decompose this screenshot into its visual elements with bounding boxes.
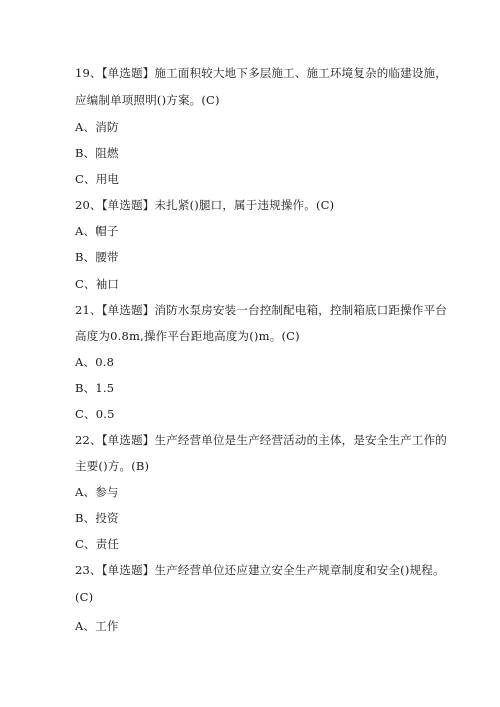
question-type-tag: 【单选题】 [101, 433, 155, 447]
question-type-tag: 【单选题】 [101, 303, 155, 317]
question-22-line-1 [75, 433, 447, 447]
question-number: 22、 [75, 433, 102, 447]
option-b: B、投资 [75, 511, 119, 525]
question-number: 23、 [75, 563, 102, 577]
option-a: A、参与 [75, 485, 119, 499]
question-type-tag: 【单选题】 [101, 66, 155, 80]
option-c: C、0.5 [75, 407, 115, 421]
question-text: 主要()方。 [75, 459, 132, 473]
question-text: 应编制单项照明()方案。 [75, 93, 202, 107]
question-text: 消防水泵房安装一台控制配电箱，控制箱底口距操作平台 [154, 303, 447, 317]
answer-key: (C) [281, 329, 300, 343]
question-23-line-1 [75, 563, 445, 577]
question-number: 20、 [75, 198, 102, 212]
answer-key: (C) [201, 93, 220, 107]
option-b: B、阻燃 [75, 146, 119, 160]
answer-key: (C) [315, 198, 335, 212]
question-text: 施工面积较大地下多层施工、施工环境复杂的临建设施， [154, 66, 447, 80]
option-c: C、袖口 [75, 277, 120, 291]
question-text: 未扎紧()腿口，属于违规操作。 [154, 198, 316, 212]
question-type-tag: 【单选题】 [101, 198, 155, 212]
question-text: 生产经营单位是生产经营活动的主体，是安全生产工作的 [154, 433, 447, 447]
option-c: C、责任 [75, 537, 120, 551]
question-number: 19、 [75, 66, 102, 80]
option-b: B、腰带 [75, 250, 119, 264]
answer-key: (C) [75, 590, 94, 604]
question-21-line-2 [75, 329, 300, 343]
question-21-line-1 [75, 303, 447, 317]
question-19-line-1 [75, 66, 447, 80]
question-text: 高度为0.8m,操作平台距地高度为()m。 [75, 329, 282, 343]
option-c: C、用电 [75, 172, 120, 186]
question-number: 21、 [75, 303, 102, 317]
option-b: B、1.5 [75, 381, 115, 395]
option-a: A、帽子 [75, 224, 119, 238]
question-20-line-1 [75, 198, 334, 212]
option-a: A、消防 [75, 120, 119, 134]
option-a: A、工作 [75, 619, 119, 633]
question-text: 生产经营单位还应建立安全生产规章制度和安全()规程。 [154, 563, 445, 577]
question-22-line-2 [75, 459, 149, 473]
question-19-line-2 [75, 93, 220, 107]
question-type-tag: 【单选题】 [101, 563, 155, 577]
option-a: A、0.8 [75, 355, 115, 369]
answer-key: (B) [131, 459, 150, 473]
